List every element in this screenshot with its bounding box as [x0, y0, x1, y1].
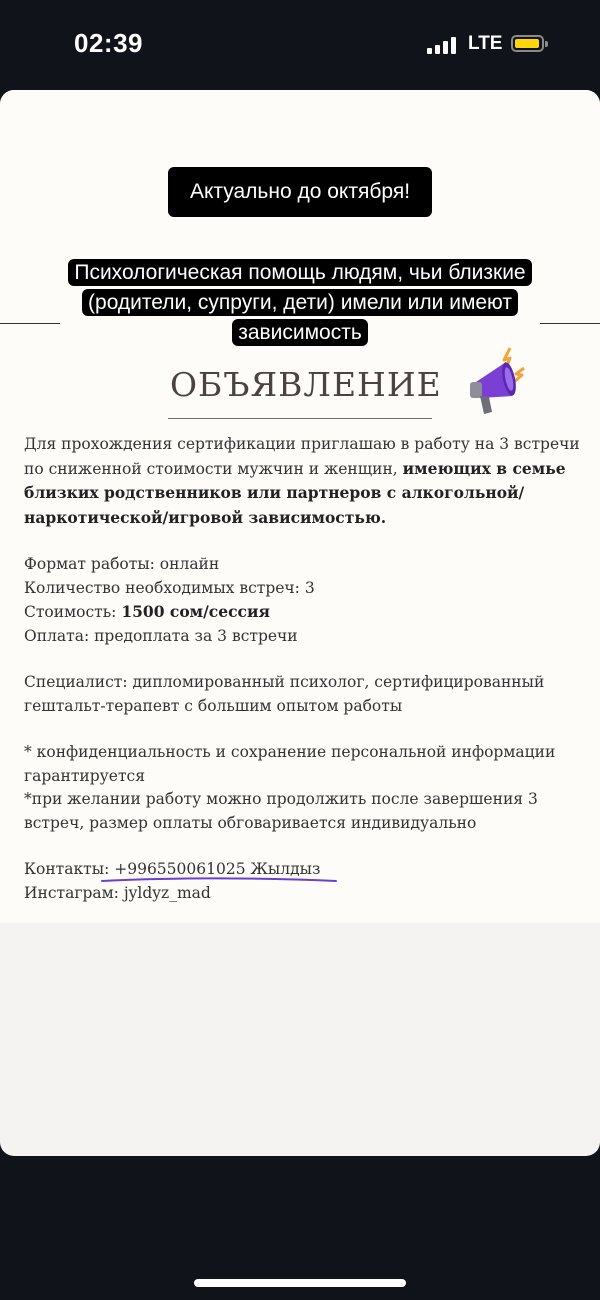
poster-title: ОБЪЯВЛЕНИЕ — [170, 365, 442, 404]
contacts-value-wrap — [114, 858, 320, 882]
contacts-label: Контакты: — [24, 860, 115, 878]
topic-sticker-line-1: Психологическая помощь людям, чьи близкие — [68, 259, 531, 286]
intro-text: Для прохождения сертификации приглашаю в работу на 3 встречи по сниженной стоимости мужчин и женщин, — [24, 435, 580, 478]
meetings-line: Количество необходимых встреч: 3 — [24, 578, 315, 597]
specialist-paragraph: Специалист: дипломированный психолог, сертифицированный гештальт-терапевт с большим опытом работы — [24, 673, 545, 715]
continuation-note: *при желании работу можно продолжить после завершения 3 встреч, размер оплаты обговаривается индивидуально — [24, 790, 538, 832]
instagram-line: Инстаграм: jyldyz_mad — [24, 883, 211, 902]
megaphone-icon — [462, 342, 542, 422]
handdrawn-underline — [100, 875, 340, 887]
status-bar — [0, 0, 600, 90]
format-line: Формат работы: онлайн — [24, 555, 220, 573]
payment-line: Оплата: предоплата за 3 встречи — [24, 626, 298, 645]
network-type: LTE — [468, 33, 503, 54]
intro-end: . — [380, 507, 387, 527]
battery-icon — [511, 35, 544, 52]
topic-sticker-line-2: (родители, супруги, дети) имели или имеют — [82, 289, 518, 316]
status-time: 02:39 — [74, 28, 143, 58]
intro-paragraph — [24, 433, 589, 530]
contacts-phone: +996550061025 Жылдыз — [114, 860, 321, 878]
deadline-sticker[interactable]: Актуально до октября! — [168, 167, 432, 217]
announcement-body — [24, 433, 589, 905]
contacts-line — [24, 858, 589, 882]
home-indicator[interactable] — [194, 1279, 406, 1287]
topic-sticker-line-3: зависимость — [232, 319, 368, 346]
signal-icon — [427, 36, 461, 54]
title-rule — [168, 418, 432, 419]
announcement-poster — [0, 90, 600, 923]
cost-value: 1500 сом/сессия — [121, 602, 270, 621]
intro-bold-text: имеющих в семье близких родственников или партнеров с алкогольной/ наркотической/игровой зависимостью — [24, 458, 566, 527]
cost-label: Стоимость: — [24, 603, 122, 621]
cost-line — [24, 600, 589, 625]
story-card[interactable] — [0, 90, 600, 1156]
confidentiality-note: * конфиденциальность и сохранение персональной информации гарантируется — [24, 743, 556, 785]
topic-sticker[interactable] — [42, 258, 558, 348]
